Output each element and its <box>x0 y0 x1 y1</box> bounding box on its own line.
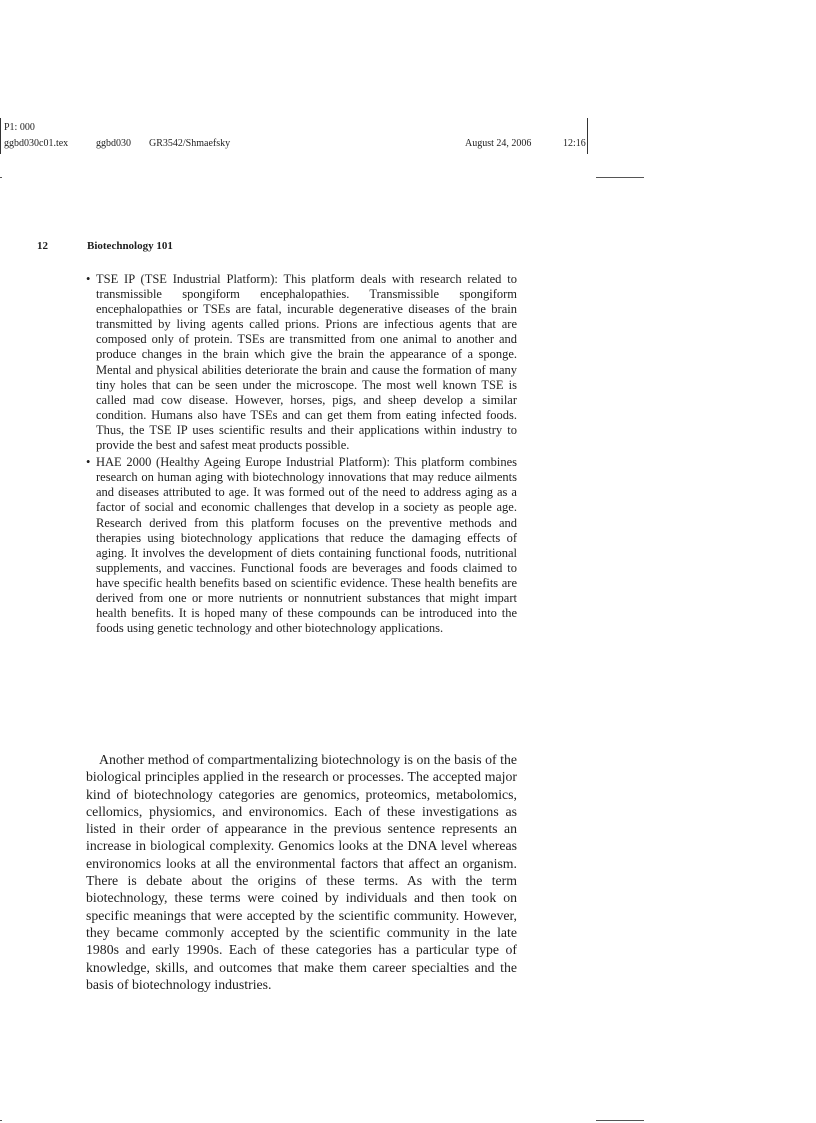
header-file: ggbd030c01.tex <box>4 138 69 149</box>
crop-mark-top-right <box>596 177 644 178</box>
book-title: Biotechnology 101 <box>87 240 173 252</box>
header-left-rule <box>0 118 1 154</box>
header-series: GR3542/Shmaefsky <box>149 138 231 149</box>
bullet-list <box>86 272 517 638</box>
bullet-icon: • <box>86 455 91 470</box>
body-paragraph: Another method of compartmentalizing biotechnology is on the basis of the biological principles applied in the research or processes. The accepted major kind of biotechnology categories are genomics, proteomics, metabolomics, cellomics, physiomics, and environomics. Each of these investigations as listed in their order of appearance in the previous sentence represents an increase in biological complexity. Genomics looks at the DNA level whereas environomics looks at all the environmental factors that affect an organism. There is debate about the origins of these terms. As with the term biotechnology, these terms were coined by individuals and then took on specific meanings that were accepted by the scientific community. However, they became commonly accepted by the scientific community in the late 1980s and early 1990s. Each of these categories has a particular type of knowledge, skills, and outcomes that make them career specialties and the basis of biotechnology industries. <box>86 752 517 992</box>
header-code: ggbd030 <box>96 138 131 149</box>
bullet-item-tse-ip <box>86 272 517 453</box>
crop-mark-bottom-left <box>0 1120 2 1121</box>
header-p1: P1: 000 <box>4 122 35 133</box>
header-right-rule <box>587 118 588 154</box>
crop-mark-top-left <box>0 177 2 178</box>
header-date: August 24, 2006 <box>465 138 532 149</box>
bullet-item-hae-2000 <box>86 455 517 636</box>
bullet-icon: • <box>86 272 91 286</box>
bullet-text: HAE 2000 (Healthy Ageing Europe Industrial Platform): This platform combines research on human aging with biotechnology innovations that may reduce ailments and diseases attributed to age. It was formed out of the need to address aging as a factor of social and economic challenges that develop in a society as people age. Research derived from this platform focuses on the preventive methods and therapies using biotechnology applications that reduce the damaging effects of aging. It involves the development of diets containing functional foods, nutritional supplements, and vaccines. Functional foods are beverages and foods claimed to have specific health benefits based on scientific evidence. These health benefits are derived from one or more nutrients or nonnutrient substances that might impart health benefits. It is hoped many of these compounds can be introduced into the foods using genetic technology and other biotechnology applications. <box>96 455 517 636</box>
header-time: 12:16 <box>563 138 586 149</box>
crop-mark-bottom-right <box>596 1120 644 1121</box>
bullet-text: TSE IP (TSE Industrial Platform): This platform deals with research related to transmissible spongiform encephalopathies. Transmissible spongiform encephalopathies or TSEs are fatal, incurable degenerative diseases of the brain transmitted by living agents called prions. Prions are infectious agents that are composed only of protein. TSEs are transmitted from one animal to another and produce changes in the brain which give the brain the appearance of a sponge. Mental and physical abilities deteriorate the brain and cause the formation of many tiny holes that can be seen under the microscope. The most well known TSE is called mad cow disease. However, horses, pigs, and sheep develop a similar condition. Humans also have TSEs and can get them from eating infected foods. Thus, the TSE IP uses scientific results and their applications within industry to provide the best and safest meat products possible. <box>96 272 517 453</box>
page-number: 12 <box>37 240 48 252</box>
